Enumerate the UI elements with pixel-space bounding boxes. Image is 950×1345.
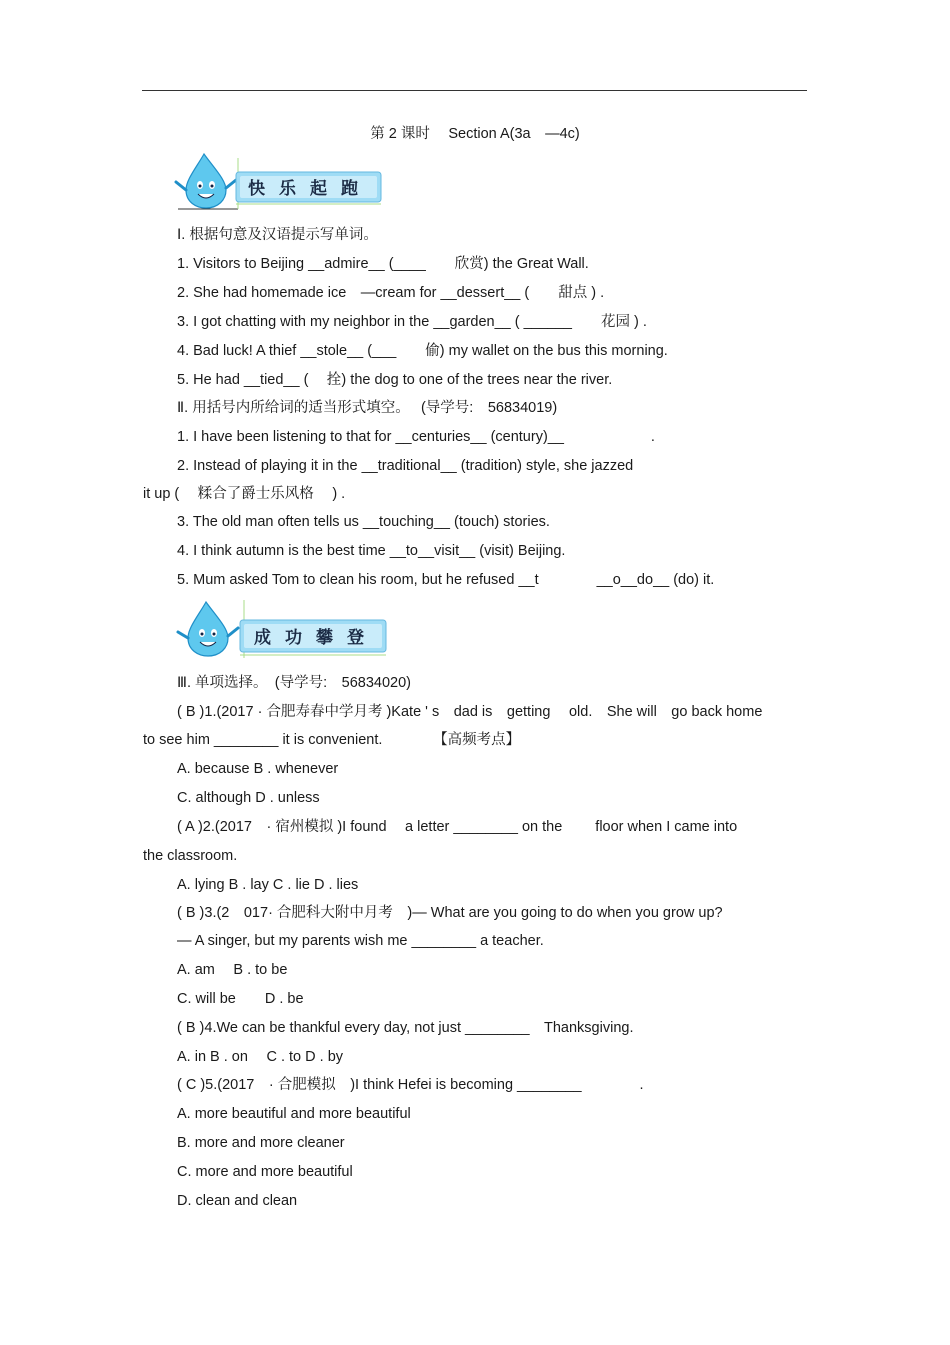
- question-line: ( A )2.(2017 · 宿州模拟 )I found a letter ________ on the floor when I came into: [177, 819, 738, 835]
- banner-char: 起: [310, 179, 327, 199]
- section3-heading: Ⅲ. 单项选择。 (导学号: 56834020): [177, 675, 412, 691]
- section2-item: 2. Instead of playing it in the __traditional__ (tradition) style, she jazzed: [177, 458, 634, 474]
- banner-char: 功: [285, 628, 302, 648]
- section1-item: 1. Visitors to Beijing __admire__ (____ 欣赏) the Great Wall.: [177, 256, 589, 272]
- banner-char: 跑: [341, 179, 358, 199]
- top-rule: [142, 90, 807, 91]
- option-line: A. am B . to be: [177, 962, 288, 978]
- page-title: 第 2 课时 Section A(3a —4c): [370, 126, 580, 142]
- question-line: ( B )3.(2 017· 合肥科大附中月考 )— What are you going to do when you grow up?: [177, 905, 723, 921]
- section1-item: 4. Bad luck! A thief __stole__ (___ 偷) my wallet on the bus this morning.: [177, 343, 668, 359]
- banner-climb: [174, 598, 389, 664]
- section2-item-continued: it up ( 糅合了爵士乐风格 ) .: [143, 486, 346, 502]
- banner-char: 攀: [316, 628, 333, 648]
- banner-char: 成: [254, 628, 271, 648]
- section2-item: 3. The old man often tells us __touching__ (touch) stories.: [177, 514, 550, 530]
- section1-heading: Ⅰ. 根据句意及汉语提示写单词。: [177, 227, 378, 243]
- banner-warmup: [174, 152, 389, 212]
- question-line: ( C )5.(2017 · 合肥模拟 )I think Hefei is becoming ________ .: [177, 1077, 644, 1093]
- banner-char: 乐: [279, 179, 296, 199]
- question-line: the classroom.: [143, 848, 238, 864]
- section1-item: 5. He had __tied__ ( 拴) the dog to one of the trees near the river.: [177, 372, 613, 388]
- option-line: C. will be D . be: [177, 991, 304, 1007]
- option-line: A. in B . on C . to D . by: [177, 1049, 344, 1065]
- question-line: ( B )4.We can be thankful every day, not just ________ Thanksgiving.: [177, 1020, 634, 1036]
- option-line: A. lying B . lay C . lie D . lies: [177, 877, 359, 893]
- section2-heading: Ⅱ. 用括号内所给词的适当形式填空。 (导学号: 56834019): [177, 400, 558, 416]
- option-line: C. although D . unless: [177, 790, 320, 806]
- option-line: D. clean and clean: [177, 1193, 298, 1209]
- option-line: B. more and more cleaner: [177, 1135, 345, 1151]
- question-line: ( B )1.(2017 · 合肥寿春中学月考 )Kate ' s dad is getting old. She will go back home: [177, 704, 763, 720]
- option-line: A. more beautiful and more beautiful: [177, 1106, 411, 1122]
- section1-item: 3. I got chatting with my neighbor in the __garden__ ( ______ 花园 ) .: [177, 314, 647, 330]
- section1-item: 2. She had homemade ice —cream for __dessert__ ( 甜点 ) .: [177, 285, 605, 301]
- banner-char: 快: [248, 179, 265, 199]
- question-line: to see him ________ it is convenient. 【高频考点】: [143, 732, 521, 748]
- question-line: — A singer, but my parents wish me ________ a teacher.: [177, 933, 544, 949]
- section2-item: 4. I think autumn is the best time __to__visit__ (visit) Beijing.: [177, 543, 566, 559]
- section2-item: 1. I have been listening to that for __centuries__ (century)__ .: [177, 429, 655, 445]
- section2-item: 5. Mum asked Tom to clean his room, but he refused __t __o__do__ (do) it.: [177, 572, 715, 588]
- banner-char: 登: [347, 628, 364, 648]
- option-line: A. because B . whenever: [177, 761, 339, 777]
- option-line: C. more and more beautiful: [177, 1164, 353, 1180]
